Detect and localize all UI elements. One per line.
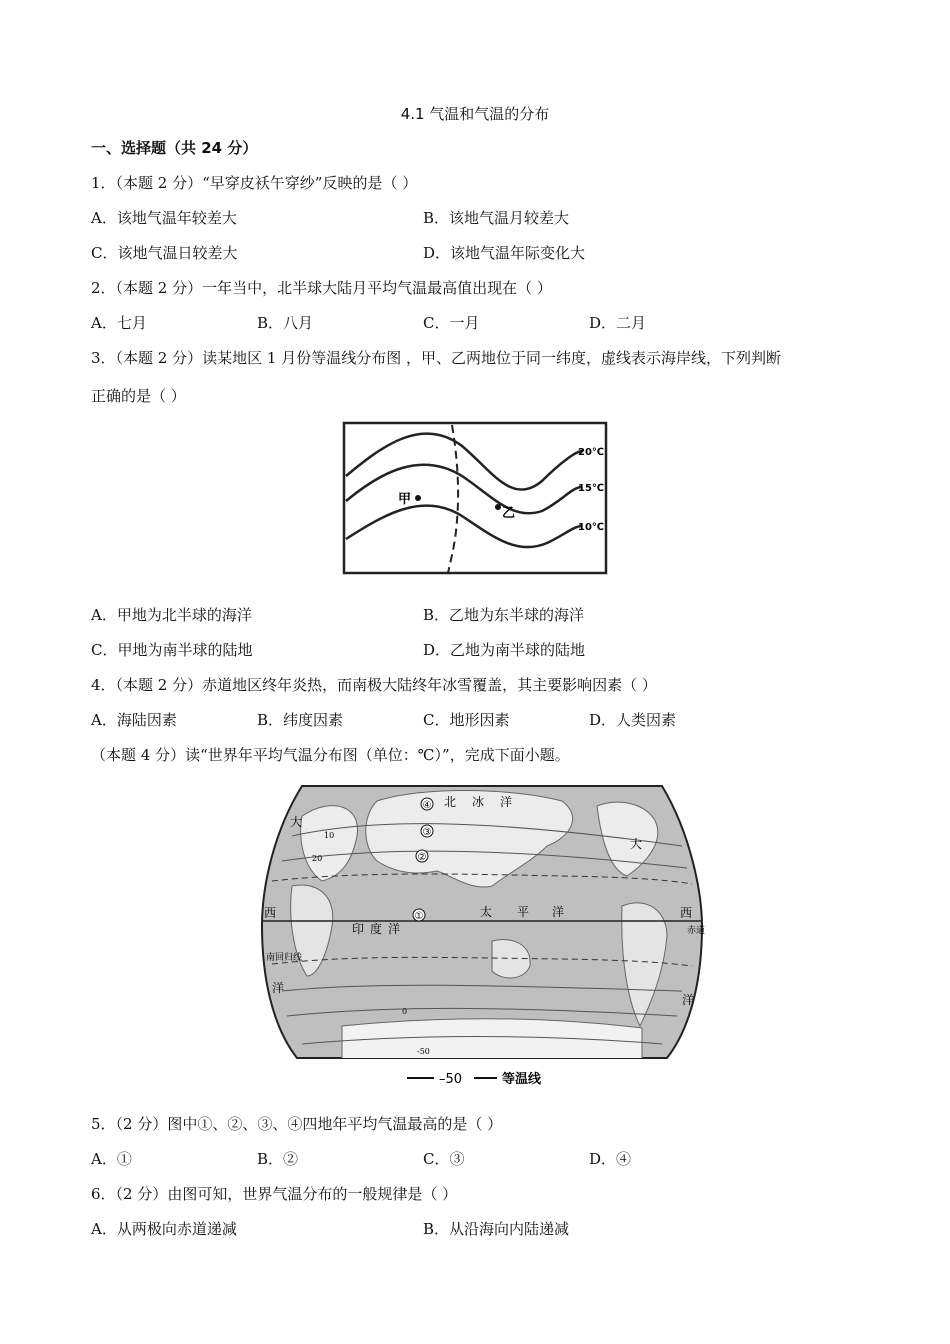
point-3-label: ③ — [422, 827, 432, 838]
group-intro: （本题 4 分）读“世界年平均气温分布图（单位：℃）”，完成下面小题。 — [91, 746, 570, 764]
q4-option-a: A．海陆因素 — [91, 711, 177, 729]
map-text-bing: 冰 — [472, 795, 485, 809]
legend-label: 等温线 — [502, 1072, 542, 1087]
map-text-xi-east: 西 — [680, 906, 693, 920]
point-jia — [415, 495, 421, 501]
page-title: 4.1 气温和气温的分布 — [400, 105, 550, 123]
q3-option-b: B．乙地为东半球的海洋 — [423, 606, 585, 624]
q6-option-b: B．从沿海向内陆递减 — [423, 1220, 570, 1238]
map-text-da-east: 大 — [630, 837, 643, 851]
q5-option-c: C．③ — [423, 1150, 465, 1168]
q6-option-a: A．从两极向赤道递减 — [91, 1220, 237, 1238]
q5-option-d: D．④ — [589, 1150, 632, 1168]
point-2-label: ② — [417, 852, 427, 863]
q5-option-b: B．② — [257, 1150, 299, 1168]
map-text-nhgx: 南回归线 — [266, 953, 303, 963]
point-4-label: ④ — [422, 800, 432, 811]
world-temperature-map — [262, 776, 706, 1092]
map-text-yin: 印 — [352, 922, 365, 936]
question-3-stem-line2: 正确的是（ ） — [91, 387, 186, 405]
map-text-ping: 平 — [517, 905, 530, 919]
point-yi — [495, 504, 501, 510]
map-iso-10-label: 10 — [324, 831, 335, 840]
map-iso-50-label: -50 — [417, 1047, 430, 1056]
map-iso-20-label: 20 — [312, 854, 323, 863]
label-yi: 乙 — [502, 506, 516, 521]
q4-option-c: C．地形因素 — [423, 711, 510, 729]
map-text-bei: 北 — [444, 795, 457, 809]
map-text-chidao: 赤道 — [687, 926, 706, 936]
legend-value: –50 — [439, 1072, 463, 1087]
question-2-stem: 2．（本题 2 分）一年当中，北半球大陆月平均气温最高值出现在（ ） — [91, 279, 552, 297]
label-15c: 15℃ — [578, 483, 605, 494]
q4-option-d: D．人类因素 — [589, 711, 677, 729]
map-text-xi-west: 西 — [264, 906, 277, 920]
map-text-yang-pacific: 洋 — [552, 905, 565, 919]
map-text-yang-indian: 洋 — [388, 922, 401, 936]
q1-option-c: C．该地气温日较差大 — [91, 244, 238, 262]
point-1-label: ① — [414, 911, 424, 922]
label-20c: 20℃ — [578, 447, 605, 458]
map-iso-0-label: 0 — [402, 1007, 408, 1016]
map-text-da-west: 大 — [290, 815, 303, 829]
question-4-stem: 4．（本题 2 分）赤道地区终年炎热，而南极大陆终年冰雪覆盖，其主要影响因素（ ） — [91, 676, 657, 694]
map-text-yang-arctic: 洋 — [500, 795, 513, 809]
map-text-yang-sw: 洋 — [272, 981, 285, 995]
question-6-stem: 6．（2 分）由图可知，世界气温分布的一般规律是（ ） — [91, 1185, 458, 1203]
question-3-stem-line1: 3．（本题 2 分）读某地区 1 月份等温线分布图 ，甲、乙两地位于同一纬度，虚线表示海岸线，下列判断 — [91, 349, 781, 367]
q3-option-a: A．甲地为北半球的海洋 — [91, 606, 252, 624]
isotherm-figure — [342, 421, 608, 575]
section-heading: 一、选择题（共 24 分） — [91, 139, 258, 157]
q2-option-a: A．七月 — [91, 314, 147, 332]
label-10c: 10℃ — [578, 522, 605, 533]
question-5-stem: 5．（2 分）图中①、②、③、④四地年平均气温最高的是（ ） — [91, 1115, 503, 1133]
q2-option-d: D．二月 — [589, 314, 647, 332]
q3-option-d: D．乙地为南半球的陆地 — [423, 641, 586, 659]
q4-option-b: B．纬度因素 — [257, 711, 344, 729]
q2-option-b: B．八月 — [257, 314, 314, 332]
q1-option-d: D．该地气温年际变化大 — [423, 244, 586, 262]
map-text-yang-se: 洋 — [682, 993, 695, 1007]
question-1-stem: 1．（本题 2 分）“早穿皮袄午穿纱”反映的是（ ） — [91, 174, 418, 192]
q3-option-c: C．甲地为南半球的陆地 — [91, 641, 253, 659]
map-text-du: 度 — [370, 922, 383, 936]
q5-option-a: A．① — [91, 1150, 132, 1168]
label-jia: 甲 — [398, 492, 412, 507]
figure-frame — [344, 423, 606, 573]
q2-option-c: C．一月 — [423, 314, 480, 332]
q1-option-b: B．该地气温月较差大 — [423, 209, 570, 227]
map-text-tai: 太 — [480, 905, 493, 919]
q1-option-a: A．该地气温年较差大 — [91, 209, 237, 227]
